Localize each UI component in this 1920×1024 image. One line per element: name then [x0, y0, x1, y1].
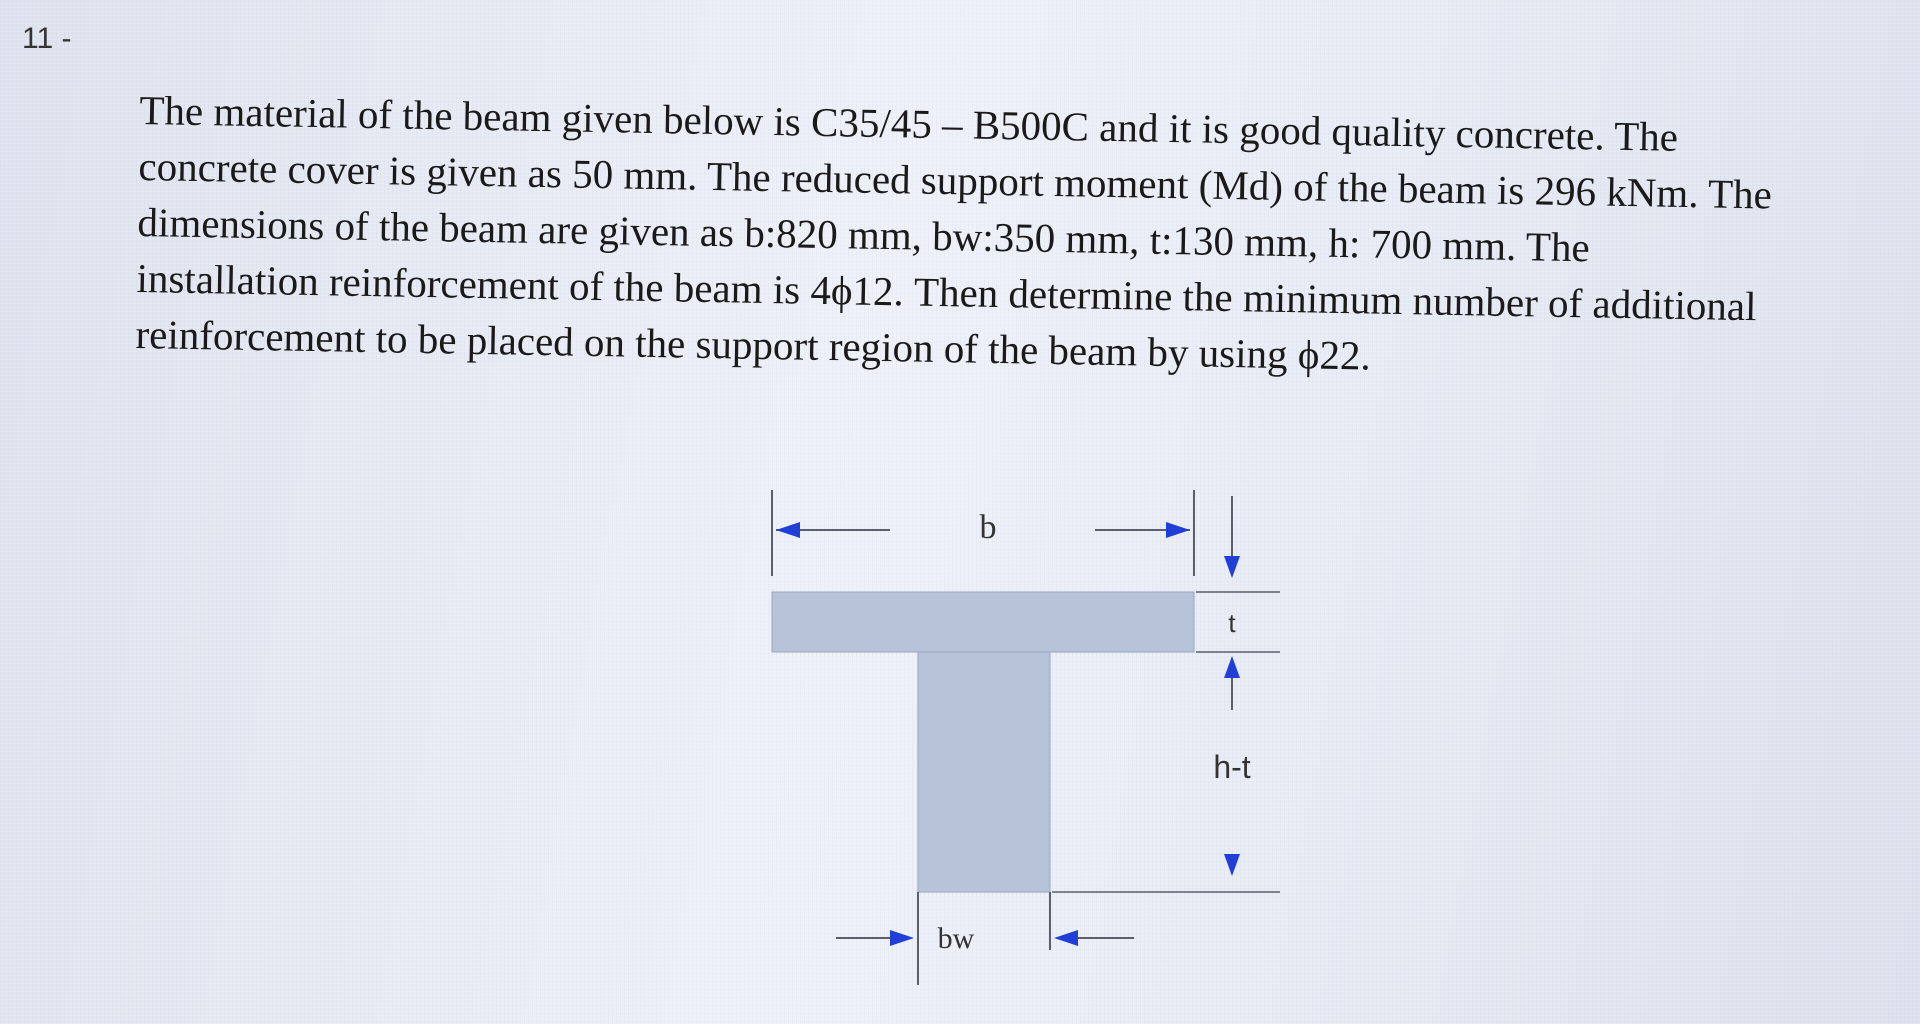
- beam-flange: [772, 592, 1194, 652]
- beam-web: [918, 652, 1050, 892]
- b-left-arrowhead: [776, 522, 800, 538]
- b-right-arrowhead: [1166, 522, 1190, 538]
- label-bw: bw: [937, 922, 975, 955]
- t-arrowhead-down: [1224, 556, 1240, 578]
- bw-left-arrowhead: [890, 930, 914, 946]
- bw-right-arrowhead: [1054, 930, 1078, 946]
- t-arrowhead-up: [1224, 656, 1240, 678]
- label-b: b: [979, 509, 997, 546]
- label-t: t: [1228, 608, 1236, 638]
- t-beam-svg: [740, 480, 1300, 1000]
- label-h-minus-t: h-t: [1213, 749, 1251, 785]
- t-beam-diagram: [740, 480, 1300, 1000]
- h-t-arrowhead-down: [1224, 854, 1240, 876]
- question-text: The material of the beam given below is C35/45 – B500C and it is good quality concrete. The concrete cover is given as 50 mm. The reduced support moment (Md) of the beam is 296 kNm. The dimensions of the beam are given as b:820 mm, bw:350 mm, t:130 mm, h: 700 mm. The installation reinforcement of the beam is 4ϕ12. Then determine the minimum number of additional reinforcement to be placed on the support region of the beam by using ϕ22.: [135, 86, 1773, 379]
- question-number: 11 -: [22, 22, 72, 55]
